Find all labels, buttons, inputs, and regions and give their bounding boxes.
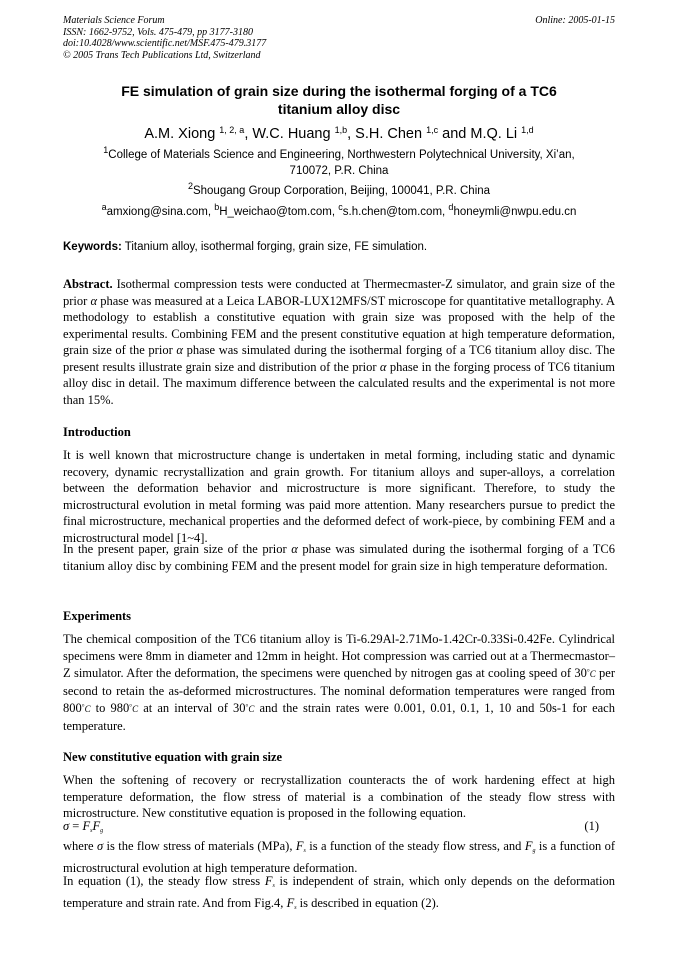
author-affil: 1, 2, a [219,125,245,135]
fs-text: is described in equation (2). [296,895,439,910]
keywords-label: Keywords: [63,241,122,253]
introduction-paragraph-1: It is well known that microstructure change is undertaken in metal forming, including static and dynamic recovery, dynamic recrystallization and grain growth. For titanium alloys and super-alloys, a correlation between the deformation behavior and microstructure is more significant. Therefore, to study the microstructural evolution in metal forming was paid more attention. Many researchers pursue to predict the final microstructure, mechanical properties and the deformed defect of work-piece, by combining FEM and a microstructural model [1~4]. [63,448,615,545]
journal-copyright: © 2005 Trans Tech Publications Ltd, Switzerland [63,49,261,61]
subscript-s: s [294,904,297,911]
exp-text: and the strain rates were 0.001, 0.01, 0.1, 1, 10 and 50s-1 for each temperature. [63,701,615,733]
keywords [63,240,615,255]
affiliation-marker: 2 [187,181,193,191]
email-link[interactable]: H_weichao@tom.com [219,206,332,218]
author-name: A.M. Xiong [144,126,216,142]
fs-text: In equation (1), the steady flow stress [63,874,265,888]
intro-text: phase was simulated during the isothermal forging of a TC6 titanium alloy disc by combining FEM and the present model for grain size in high temperature deformation. [63,542,615,573]
email-link[interactable]: s.h.chen@tom.com [342,206,443,218]
title-line-2: titanium alloy disc [277,101,401,117]
affiliation-1-line-1: College of Materials Science and Engineering, Northwestern Polytechnical University, Xi’an, [108,149,575,161]
author-affil: 1,b [334,125,348,135]
f-symbol: F [264,874,273,888]
author-affil: 1,d [521,125,534,135]
exp-text: per second to retain the as-deformed microstructures. The nominal deformation temperatures were ranged from 800 [63,666,616,715]
alpha-symbol: α [176,343,183,357]
abstract-text: Isothermal compression tests were conducted at Thermecmaster-Z simulator, and grain size of the prior [63,277,615,308]
online-date: Online: 2005-01-15 [535,15,615,26]
paper-title [63,82,615,118]
exp-text: to 980 [90,701,130,715]
email-marker: d [448,202,454,212]
affiliation-1 [70,145,608,179]
fs-text: is independent of strain, which only depends on the deformation temperature and strain rate. And from Fig.4, [63,874,615,910]
affiliation-2 [70,181,608,200]
author-name: M.Q. Li [470,126,518,142]
experiments-paragraph [63,631,615,734]
equation-number: (1) [584,819,599,833]
email-list: $^a$amxiong@sina.com, $^b$H_weichao@tom.com, $^c$s.h.chen@tom.com, $^d$honeymli@nwpu.edu.cn [101,202,577,218]
constitutive-paragraph: When the softening of recovery or recrystallization counteracts the of work hardening effect at high temperature deformation, the flow stress of material is a combination of the steady flow stress with microstructure. New constitutive equation is proposed in the following equation. [63,773,615,820]
subscript-g: g [532,848,536,854]
abstract-text: phase was simulated during the isothermal forging of a TC6 titanium alloy disc. The present results illustrate grain size and distribution of the prior [63,343,615,374]
affiliation-1-line-2: 710072, P.R. China [289,164,389,177]
where-text: is a function of the steady flow stress, and [305,839,525,853]
author-list [63,125,615,143]
title-line-1: FE simulation of grain size during the isothermal forging of a TC6 [121,83,557,99]
constitutive-heading: New constitutive equation with grain size [63,750,283,764]
celsius-symbol: C [589,669,596,679]
email-marker: c [338,202,343,212]
f-symbol: F [92,819,101,833]
author-sep: , [244,126,253,142]
subscript-s: s [272,883,275,889]
affiliation-2-text: Shougang Group Corporation, Beijing, 100041, P.R. China [192,185,491,197]
steady-stress-paragraph [63,873,615,916]
f-symbol: F [286,895,295,910]
introduction-heading: Introduction [63,425,131,439]
intro-text: In the present paper, grain size of the prior [63,542,292,556]
f-symbol: F [524,839,533,853]
email-link[interactable]: honeymli@nwpu.edu.cn [453,206,577,218]
equation-body [63,819,103,834]
where-text: where [63,839,97,853]
journal-doi: doi:10.4028/www.scientific.net/MSF.475-479.3177 [63,38,267,49]
celsius-symbol: C [132,704,139,714]
email-marker: b [214,202,220,212]
where-text: is the flow stress of materials (MPa), [103,839,296,853]
f-symbol: F [295,839,304,853]
equation-1 [63,819,615,836]
author-sep: and [438,126,471,142]
subscript-g: g [100,828,104,834]
journal-issn: ISSN: 1662-9752, Vols. 475-479, pp 3177-3180 [63,26,253,38]
journal-header [63,15,615,61]
introduction-paragraph-2 [63,541,615,574]
degree-symbol: ° [81,703,85,711]
author-affil: 1,c [426,125,439,135]
abstract-text: phase in the forging process of TC6 titanium alloy disc in detail. The maximum difference between the calculated results and the experimental is not more than 15%. [63,359,615,407]
abstract-label: Abstract. [63,277,113,291]
email-marker: a [101,202,107,212]
alpha-symbol: α [291,542,298,556]
sigma-symbol: σ [96,839,104,853]
author-name: W.C. Huang [252,126,331,142]
subscript-s: s [90,828,93,834]
degree-symbol: ° [586,668,590,676]
abstract-text: phase was measured at a Leica LABOR-LUX12MFS/ST microscope for quantitative metallography. A methodology to establish a constitutive equation with grain size was proposed with the help of the experimental results. Combining FEM and the present constitutive equation at high temperature deformation, grain size of the prior [63,293,615,357]
celsius-symbol: C [248,704,255,714]
email-link[interactable]: amxiong@sina.com [106,206,208,218]
journal-name: Materials Science Forum [63,15,165,26]
subscript-s: s [303,848,306,854]
equals-sign: = [69,819,83,833]
degree-symbol: ° [129,703,133,711]
f-symbol: F [82,819,91,833]
author-name: S.H. Chen [355,126,423,142]
keywords-text: Titanium alloy, isothermal forging, grain size, FE simulation. [121,241,428,253]
celsius-symbol: C [84,704,91,714]
where-text: is a function of microstructural evolution at high temperature deformation. [63,839,615,875]
exp-text: at an interval of 30 [138,701,246,715]
affiliation-marker: 1 [103,145,109,155]
alpha-symbol: α [90,293,98,308]
alpha-symbol: α [379,359,387,374]
abstract [63,276,615,408]
author-sep: , [347,126,356,142]
exp-text: The chemical composition of the TC6 titanium alloy is Ti-6.29Al-2.71Mo-1.42Cr-0.33Si-0.42Fe. Cylindrical specimens were 8mm in diameter and 12mm in height. Hot compression was carried out at a Thermecmastor–Z simulator. After the deformation, the specimens were quenched by nitrogen gas at cooling speed of 30 [63,632,615,680]
sigma-symbol: σ [63,819,70,833]
where-paragraph [63,838,615,876]
experiments-heading: Experiments [63,609,132,623]
degree-symbol: ° [245,703,249,711]
